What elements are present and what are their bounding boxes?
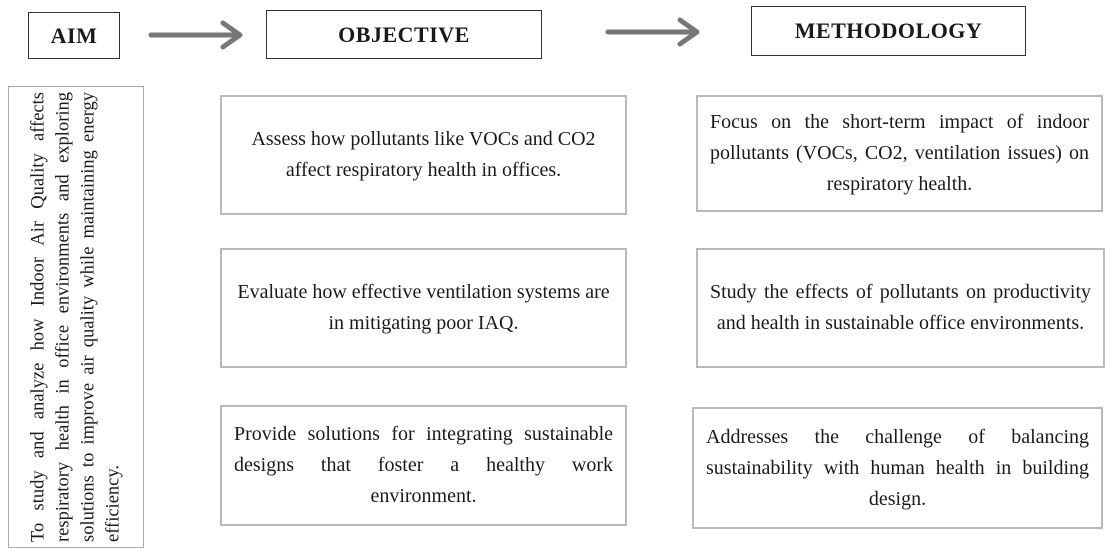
methodology-box-2 — [696, 248, 1105, 368]
right-arrow-icon — [604, 16, 704, 48]
objective-text-3: Provide solutions for integrating sustainable designs that foster a healthy work environment. — [234, 423, 613, 507]
aim-description-box — [8, 86, 144, 548]
aim-description-text — [14, 92, 139, 542]
objective-text-1: Assess how pollutants like VOCs and CO2 affect respiratory health in offices. — [251, 128, 596, 181]
objective-box-3 — [220, 405, 627, 526]
methodology-text-1: Focus on the short-term impact of indoor pollutants (VOCs, CO2, ventilation issues) on respiratory health. — [710, 111, 1089, 195]
aim-header-label: AIM — [50, 22, 98, 48]
right-arrow-icon — [147, 20, 247, 50]
methodology-box-3 — [692, 407, 1103, 529]
methodology-header — [751, 6, 1026, 56]
objective-box-2 — [220, 248, 627, 368]
objective-header-label: OBJECTIVE — [338, 21, 470, 47]
aim-description-content: To study and analyze how Indoor Air Quality affects respiratory health in office environments and exploring solutions to improve air quality while maintaining energy efficiency. — [28, 92, 123, 542]
objective-header — [266, 10, 542, 59]
methodology-text-2: Study the effects of pollutants on productivity and health in sustainable office environments. — [710, 281, 1091, 334]
aim-header — [28, 12, 120, 59]
methodology-box-1 — [696, 95, 1103, 212]
objective-text-2: Evaluate how effective ventilation systems are in mitigating poor IAQ. — [237, 281, 610, 334]
objective-box-1 — [220, 95, 627, 215]
methodology-text-3: Addresses the challenge of balancing sustainability with human health in building design. — [706, 425, 1089, 510]
methodology-header-label: METHODOLOGY — [794, 18, 983, 43]
